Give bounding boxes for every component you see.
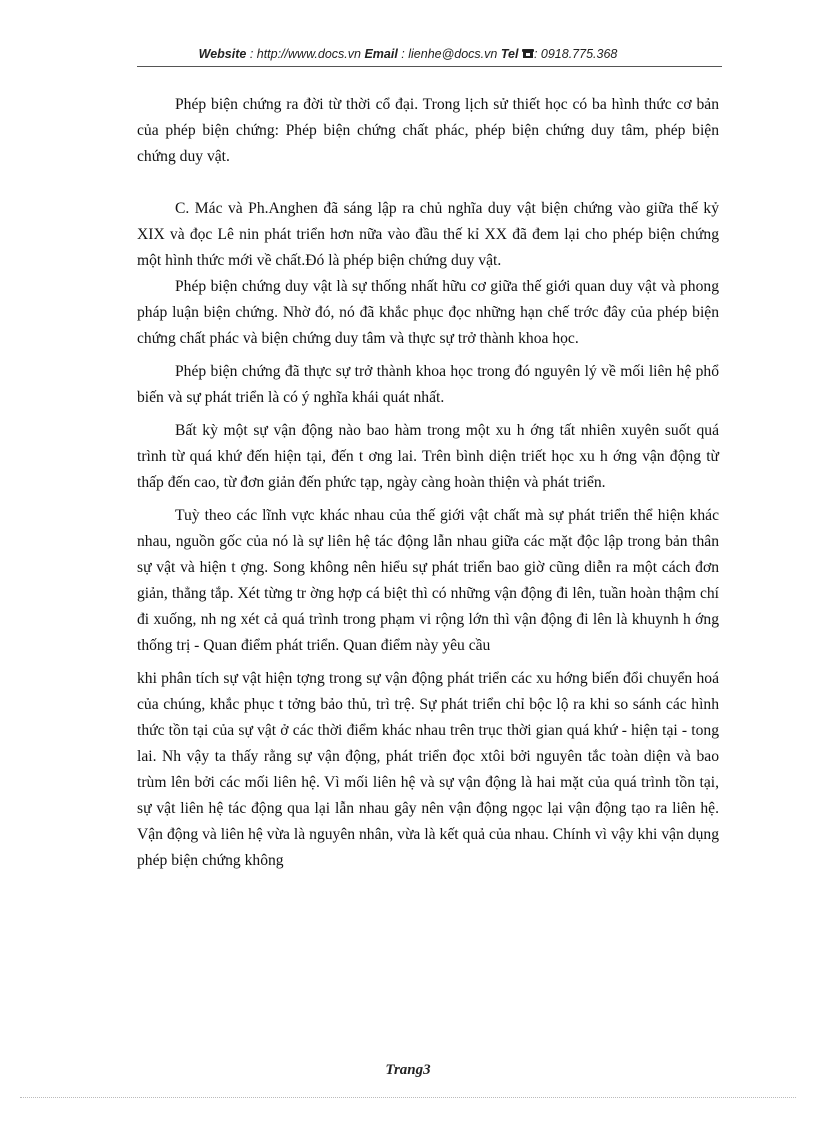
paragraph-3: Phép biện chứng duy vật là sự thống nhất hữu cơ giữa thế giới quan duy vật và phong pháp luận biện chứng. Nhờ đó, nó đã khắc phục đọc những hạn chế trớc đây của phép biện chứng chất phác và biện chứng duy tâm và thực sự trở thành khoa học. xyxy=(137,278,719,347)
header-divider xyxy=(137,66,722,67)
page-number: Trang3 xyxy=(385,1062,431,1078)
paragraph-6: Tuỳ theo các lĩnh vực khác nhau của thế giới vật chất mà sự phát triển thể hiện khác nhau, nguồn gốc của nó là sự liên hệ tác động lẫn nhau giữa các mặt độc lập trong bản thân sự vật và hiện t ợng. Song không nên hiểu sự phát triển bao giờ cũng diễn ra một cách đơn giản, thẳng tắp. Xét từng tr ờng hợp cá biệt thì có những vận động đi lên, tuần hoàn thậm chí đi xuống, nh ng xét cả quá trình trong phạm vi rộng lớn thì vận động đi lên là khuynh h ớng thống trị - Quan điểm phát triển. Quan điểm này yêu cầu xyxy=(137,507,719,654)
paragraph-2: C. Mác và Ph.Anghen đã sáng lập ra chủ nghĩa duy vật biện chứng vào giữa thế kỷ XIX và đọc Lê nin phát triển hơn nữa vào đầu thế kỉ XX đã đem lại cho phép biện chứng một hình thức mới về chất.Đó là phép biện chứng duy vật. xyxy=(137,200,719,269)
page-header xyxy=(0,47,816,61)
website-url: : http://www.docs.vn xyxy=(246,47,365,61)
paragraph-7: khi phân tích sự vật hiện tợng trong sự vận động phát triển các xu hớng biến đổi chuyển hoá của chúng, khắc phục t tởng bảo thủ, trì trệ. Sự phát triển chỉ bộc lộ ra khi so sánh các hình thức tồn tại của sự vật ở các thời điểm khác nhau trên trục thời gian quá khứ - hiện tại - tong lai. Nh vậy ta thấy rằng sự vận động, phát triển đọc xtôi bởi nguyên tắc toàn diện và bao trùm lên bởi các mối liên hệ. Vì mối liên hệ và sự vận động là hai mặt của quá trình tồn tại, sự vật liên hệ tác động qua lại lẫn nhau gây nên vận động ngọc lại vận động tạo ra liên hệ. Vận động và liên hệ vừa là nguyên nhân, vừa là kết quả của nhau. Chính vì vậy khi vận dụng phép biện chứng không xyxy=(137,670,719,869)
paragraph-1: Phép biện chứng ra đời từ thời cổ đại. Trong lịch sử thiết học có ba hình thức cơ bản của phép biện chứng: Phép biện chứng chất phác, phép biện chứng duy tâm, phép biện chứng duy vật. xyxy=(137,96,719,165)
tel-number: : 0918.775.368 xyxy=(533,47,618,61)
paragraph-5: Bất kỳ một sự vận động nào bao hàm trong một xu h ớng tất nhiên xuyên suốt quá trình từ quá khứ đến hiện tại, đến t ơng lai. Trên bình diện triết học xu h ớng vận động từ thấp đến cao, từ đơn giản đến phức tạp, ngày càng hoàn thiện và phát triển. xyxy=(137,422,719,491)
email-address: : lienhe@docs.vn xyxy=(397,47,501,61)
tel-label: Tel xyxy=(500,47,519,61)
page-bottom-border xyxy=(20,1097,796,1098)
website-label: Website xyxy=(198,47,247,61)
email-label: Email xyxy=(364,47,398,61)
phone-icon xyxy=(522,47,534,61)
paragraph-4: Phép biện chứng đã thực sự trở thành khoa học trong đó nguyên lý về mối liên hệ phổ biến và sự phát triển là có ý nghĩa khái quát nhất. xyxy=(137,363,719,406)
document-body xyxy=(137,92,719,874)
